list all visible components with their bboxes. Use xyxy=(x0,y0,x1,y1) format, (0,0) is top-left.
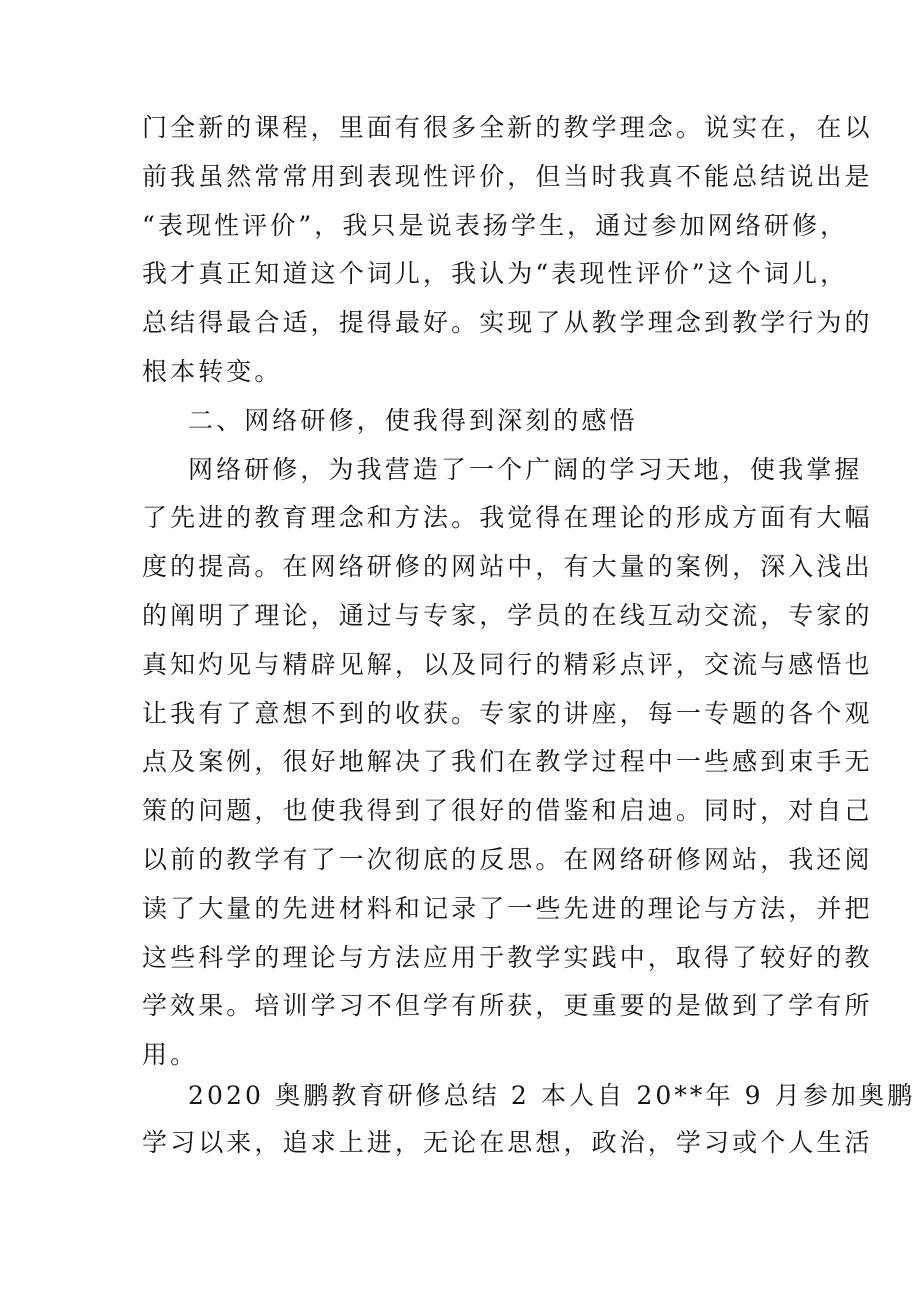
paragraph-line: 前我虽然常常用到表现性评价，但当时我真不能总结说出是 xyxy=(142,162,873,191)
paragraph-line: 策的问题，也使我得到了很好的借鉴和启迪。同时，对自己 xyxy=(142,796,873,825)
paragraph-line: 根本转变。 xyxy=(142,357,283,386)
paragraph-line: 读了大量的先进材料和记录了一些先进的理论与方法，并把 xyxy=(142,894,873,923)
paragraph-line: 让我有了意想不到的收获。专家的讲座，每一专题的各个观 xyxy=(142,699,873,728)
paragraph-line: 真知灼见与精辟见解，以及同行的精彩点评，交流与感悟也 xyxy=(142,650,873,679)
paragraph-line: 总结得最合适，提得最好。实现了从教学理念到教学行为的 xyxy=(142,308,873,337)
paragraph-line: 我才真正知道这个词儿，我认为“表现性评价”这个词儿， xyxy=(142,259,849,288)
paragraph-line: 了先进的教育理念和方法。我觉得在理论的形成方面有大幅 xyxy=(142,503,873,532)
paragraph-line: 门全新的课程，里面有很多全新的教学理念。说实在，在以 xyxy=(142,113,873,142)
section-heading: 二、网络研修，使我得到深刻的感悟 xyxy=(188,406,638,435)
paragraph-line: 网络研修，为我营造了一个广阔的学习天地，使我掌握 xyxy=(188,455,863,484)
paragraph-line: 点及案例，很好地解决了我们在教学过程中一些感到束手无 xyxy=(142,747,873,776)
paragraph-line: 2020 奥鹏教育研修总结 2 本人自 20**年 9 月参加奥鹏 xyxy=(188,1081,916,1110)
paragraph-line: 度的提高。在网络研修的网站中，有大量的案例，深入浅出 xyxy=(142,552,873,581)
paragraph-line: 用。 xyxy=(142,1040,199,1069)
paragraph-line: 的阐明了理论，通过与专家，学员的在线互动交流，专家的 xyxy=(142,601,873,630)
paragraph-line: 这些科学的理论与方法应用于教学实践中，取得了较好的教 xyxy=(142,943,873,972)
paragraph-line: 以前的教学有了一次彻底的反思。在网络研修网站，我还阅 xyxy=(142,845,873,874)
paragraph-line: 学习以来，追求上进，无论在思想，政治，学习或个人生活 xyxy=(142,1128,873,1157)
paragraph-line: “表现性评价”，我只是说表扬学生，通过参加网络研修， xyxy=(142,211,849,240)
paragraph-line: 学效果。培训学习不但学有所获，更重要的是做到了学有所 xyxy=(142,991,873,1020)
